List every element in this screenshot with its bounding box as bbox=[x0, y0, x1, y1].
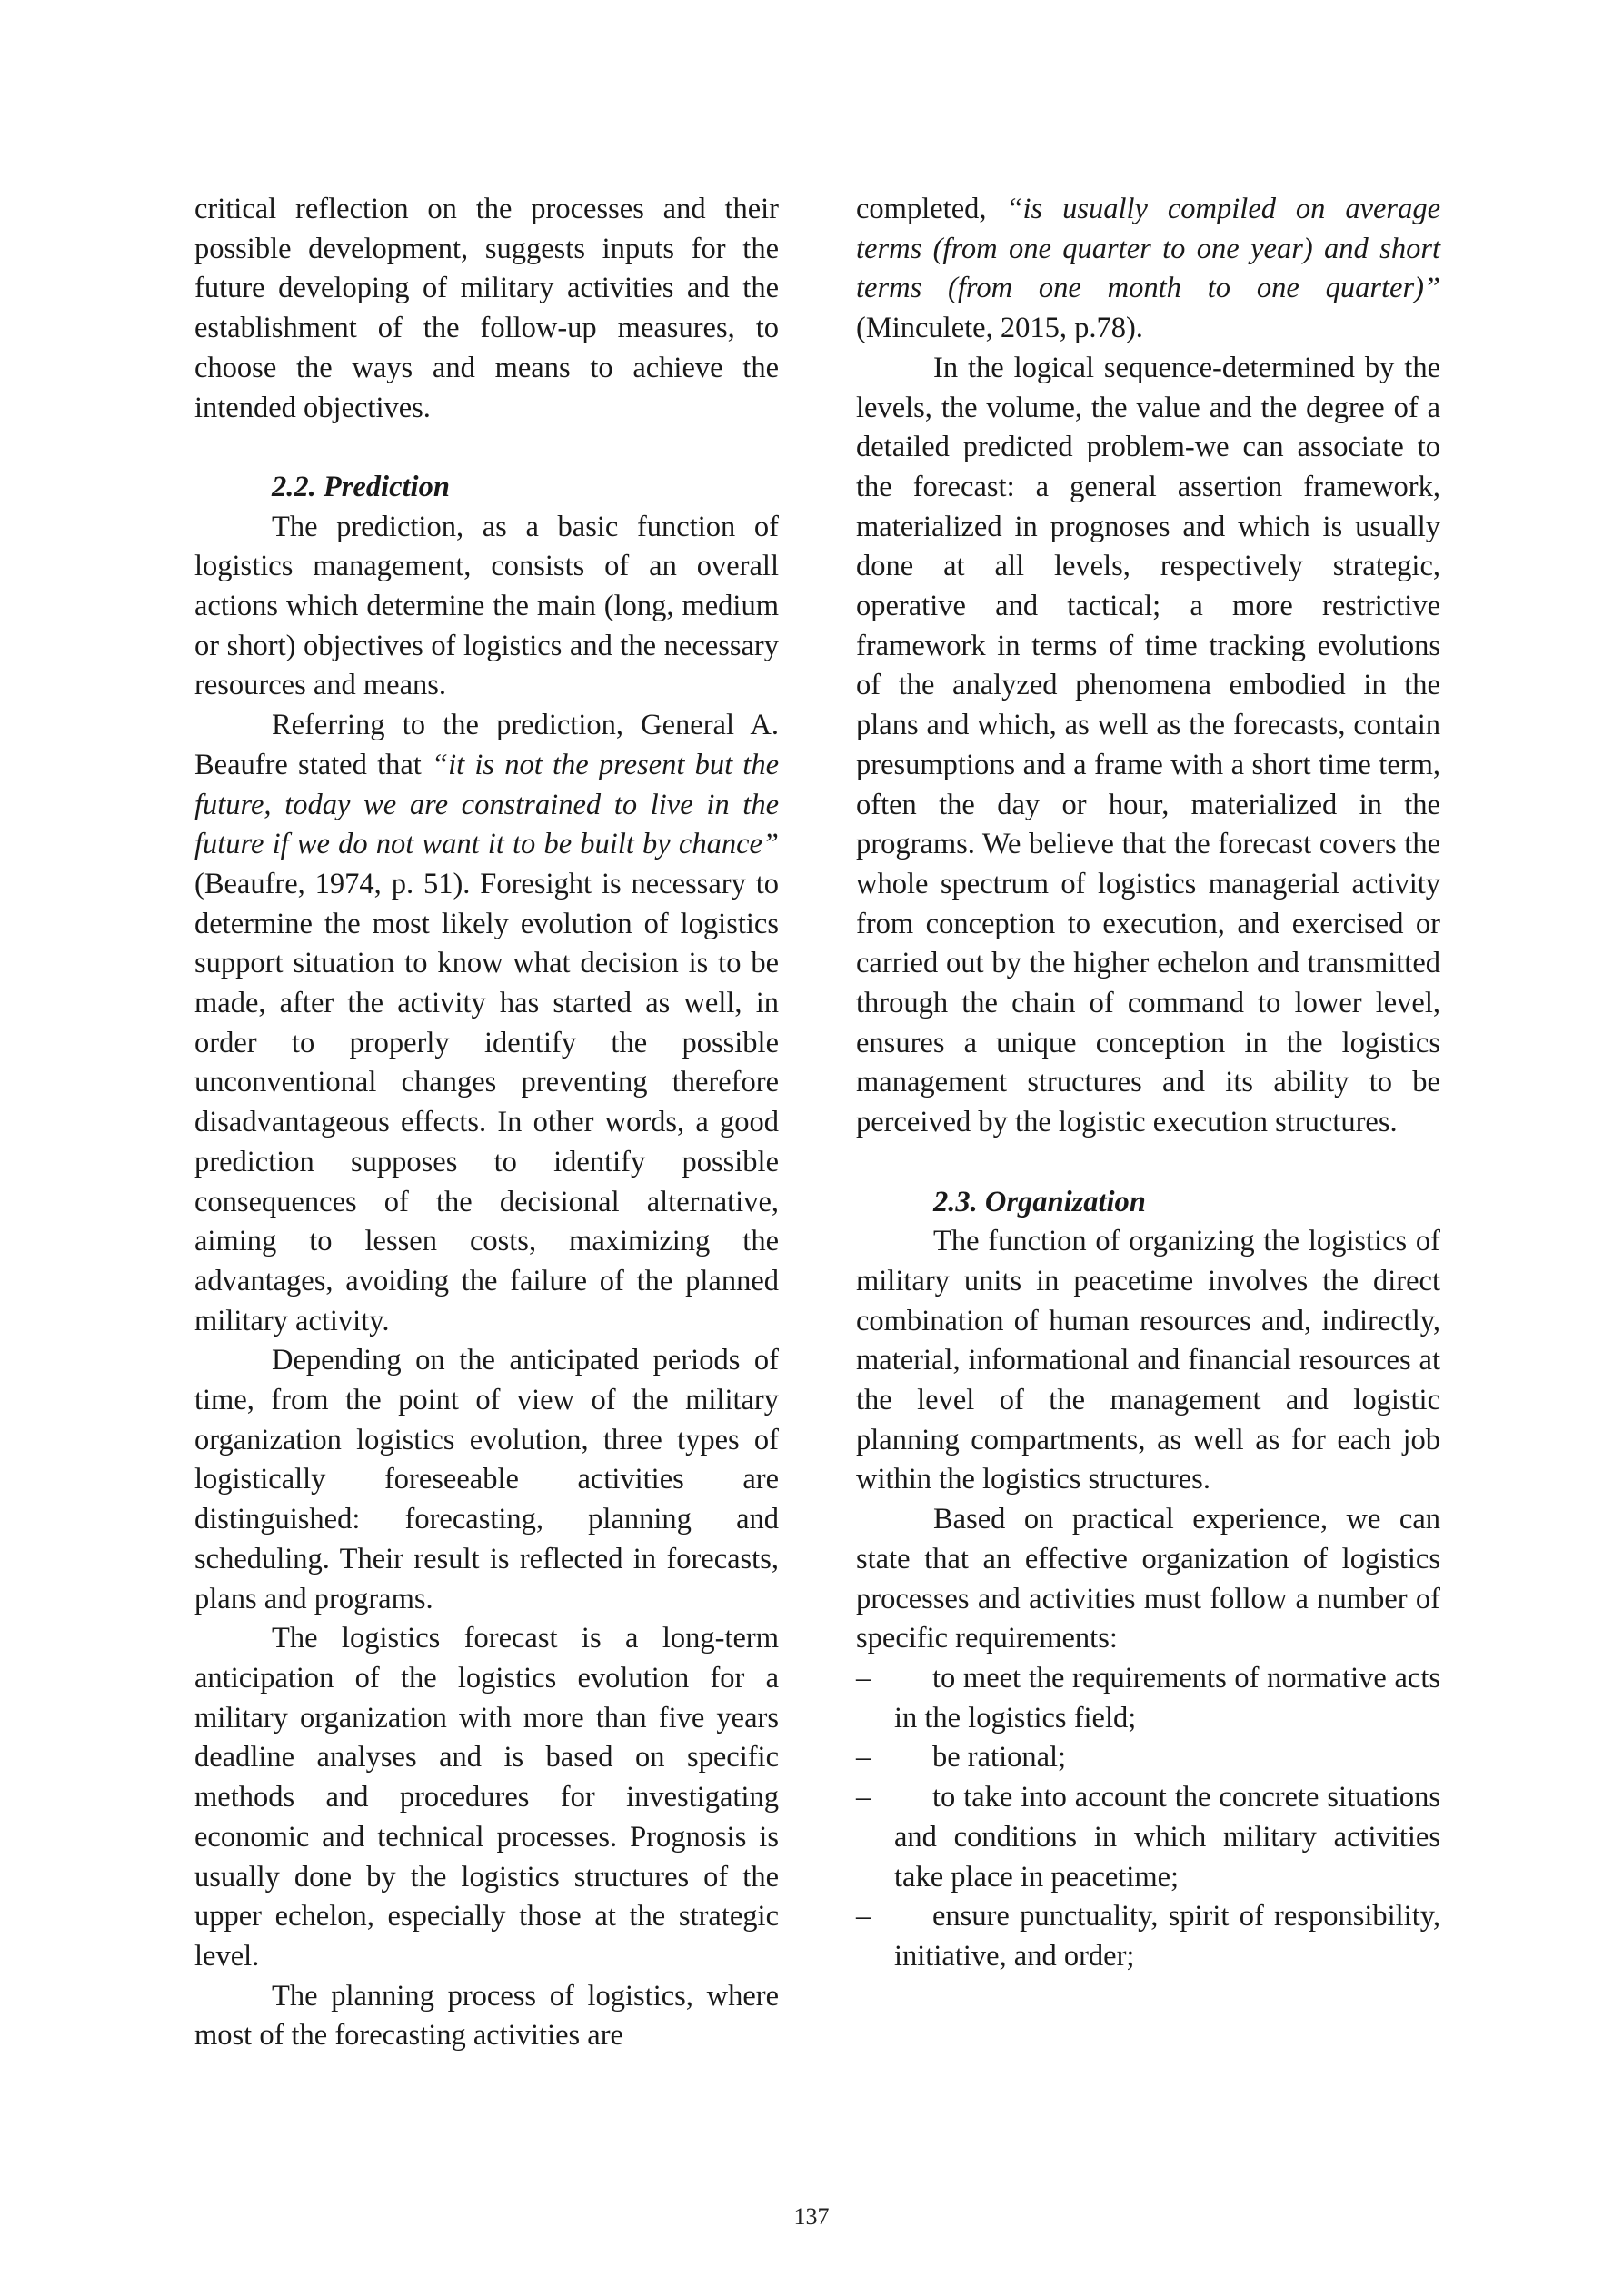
paragraph: The function of organizing the logistics of military units in peacetime involves the direct combination of human resources and, indirectly, material, informational and financial resources at the level of the management and logistic planning compartments, as well as for each job within the logistics structures. bbox=[856, 1225, 1440, 1496]
right-column bbox=[856, 190, 1440, 1977]
list-item bbox=[856, 1738, 1440, 1778]
list-item-text: to meet the requirements of normative acts in the logistics field; bbox=[894, 1662, 1440, 1734]
paragraph bbox=[194, 706, 779, 1341]
paragraph: The prediction, as a basic function of logistics management, consists of an overall actions which determine the main (long, medium or short) objectives of logistics and the necessary resources and means. bbox=[194, 510, 779, 702]
dash-marker: – bbox=[856, 1662, 871, 1695]
paragraph: The planning process of logistics, where most of the forecasting activities are bbox=[194, 1979, 779, 2052]
requirements-list bbox=[856, 1659, 1440, 1977]
text-span: Referring to the prediction, General A. Beaufre stated that bbox=[194, 709, 779, 781]
left-column bbox=[194, 190, 779, 2056]
paragraph: critical reflection on the processes and their possible development, suggests inputs for the future developing of military activities and the establishment of the follow-up measures, to choose the ways and means to achieve the intended objectives. bbox=[194, 193, 779, 424]
list-item-text: ensure punctuality, spirit of responsibility, initiative, and order; bbox=[894, 1900, 1440, 1973]
list-item-text: to take into account the concrete situations and conditions in which military activities take place in peacetime; bbox=[894, 1781, 1440, 1893]
paragraph: Based on practical experience, we can state that an effective organization of logistics processes and activities must follow a number of specific requirements: bbox=[856, 1503, 1440, 1655]
page-number: 137 bbox=[793, 2203, 830, 2230]
text-span: (Beaufre, 1974, p. 51). Foresight is necessary to determine the most likely evolution of logistics support situation to know what decision is to be made, after the activity has started as well, in order to properly identify the possible unconventional changes preventing therefore disadvantageous effects. In other words, a good prediction supposes to identify possible consequences of the decisional alternative, aiming to lessen costs, maximizing the advantages, avoiding the failure of the planned military activity. bbox=[194, 867, 779, 1337]
list-item-text: be rational; bbox=[932, 1741, 1067, 1774]
list-item bbox=[856, 1778, 1440, 1897]
text-span: completed, bbox=[856, 193, 1007, 225]
section-heading-prediction: 2.2. Prediction bbox=[272, 470, 450, 503]
dash-marker: – bbox=[856, 1741, 871, 1774]
dash-marker: – bbox=[856, 1781, 871, 1814]
quotation: “is usually compiled on average terms (from one quarter to one year) and short terms (from one month to one quarter)” bbox=[856, 193, 1440, 305]
text-span: (Minculete, 2015, p.78). bbox=[856, 312, 1143, 345]
paragraph: The logistics forecast is a long-term anticipation of the logistics evolution for a military organization with more than five years deadline analyses and is based on specific methods and procedures for investigating economic and technical processes. Prognosis is usually done by the logistics structures of the upper echelon, especially those at the strategic level. bbox=[194, 1622, 779, 1973]
paragraph: In the logical sequence-determined by the levels, the volume, the value and the degree of a detailed predicted problem-we can associate to the forecast: a general assertion framework, materialized in prognoses and which is usually done at all levels, respectively strategic, operative and tactical; a more restrictive framework in terms of time tracking evolutions of the analyzed phenomena embodied in the plans and which, as well as the forecasts, contain presumptions and a frame with a short time term, often the day or hour, materialized in the programs. We believe that the forecast covers the whole spectrum of logistics managerial activity from conception to execution, and exercised or carried out by the higher echelon and transmitted through the chain of command to lower level, ensures a unique conception in the logistics management structures and its ability to be perceived by the logistic execution structures. bbox=[856, 351, 1440, 1139]
paragraph bbox=[856, 190, 1440, 349]
paragraph: Depending on the anticipated periods of time, from the point of view of the military organization logistics evolution, three types of logistically foreseeable activities are distinguished: forecasting, planning and scheduling. Their result is reflected in forecasts, plans and programs. bbox=[194, 1344, 779, 1615]
list-item bbox=[856, 1897, 1440, 1976]
section-heading-organization: 2.3. Organization bbox=[933, 1185, 1146, 1218]
list-item bbox=[856, 1659, 1440, 1738]
quotation: “it is not the present but the future, today we are constrained to live in the future if we do not want it to be built by chance” bbox=[194, 748, 780, 861]
dash-marker: – bbox=[856, 1900, 871, 1933]
